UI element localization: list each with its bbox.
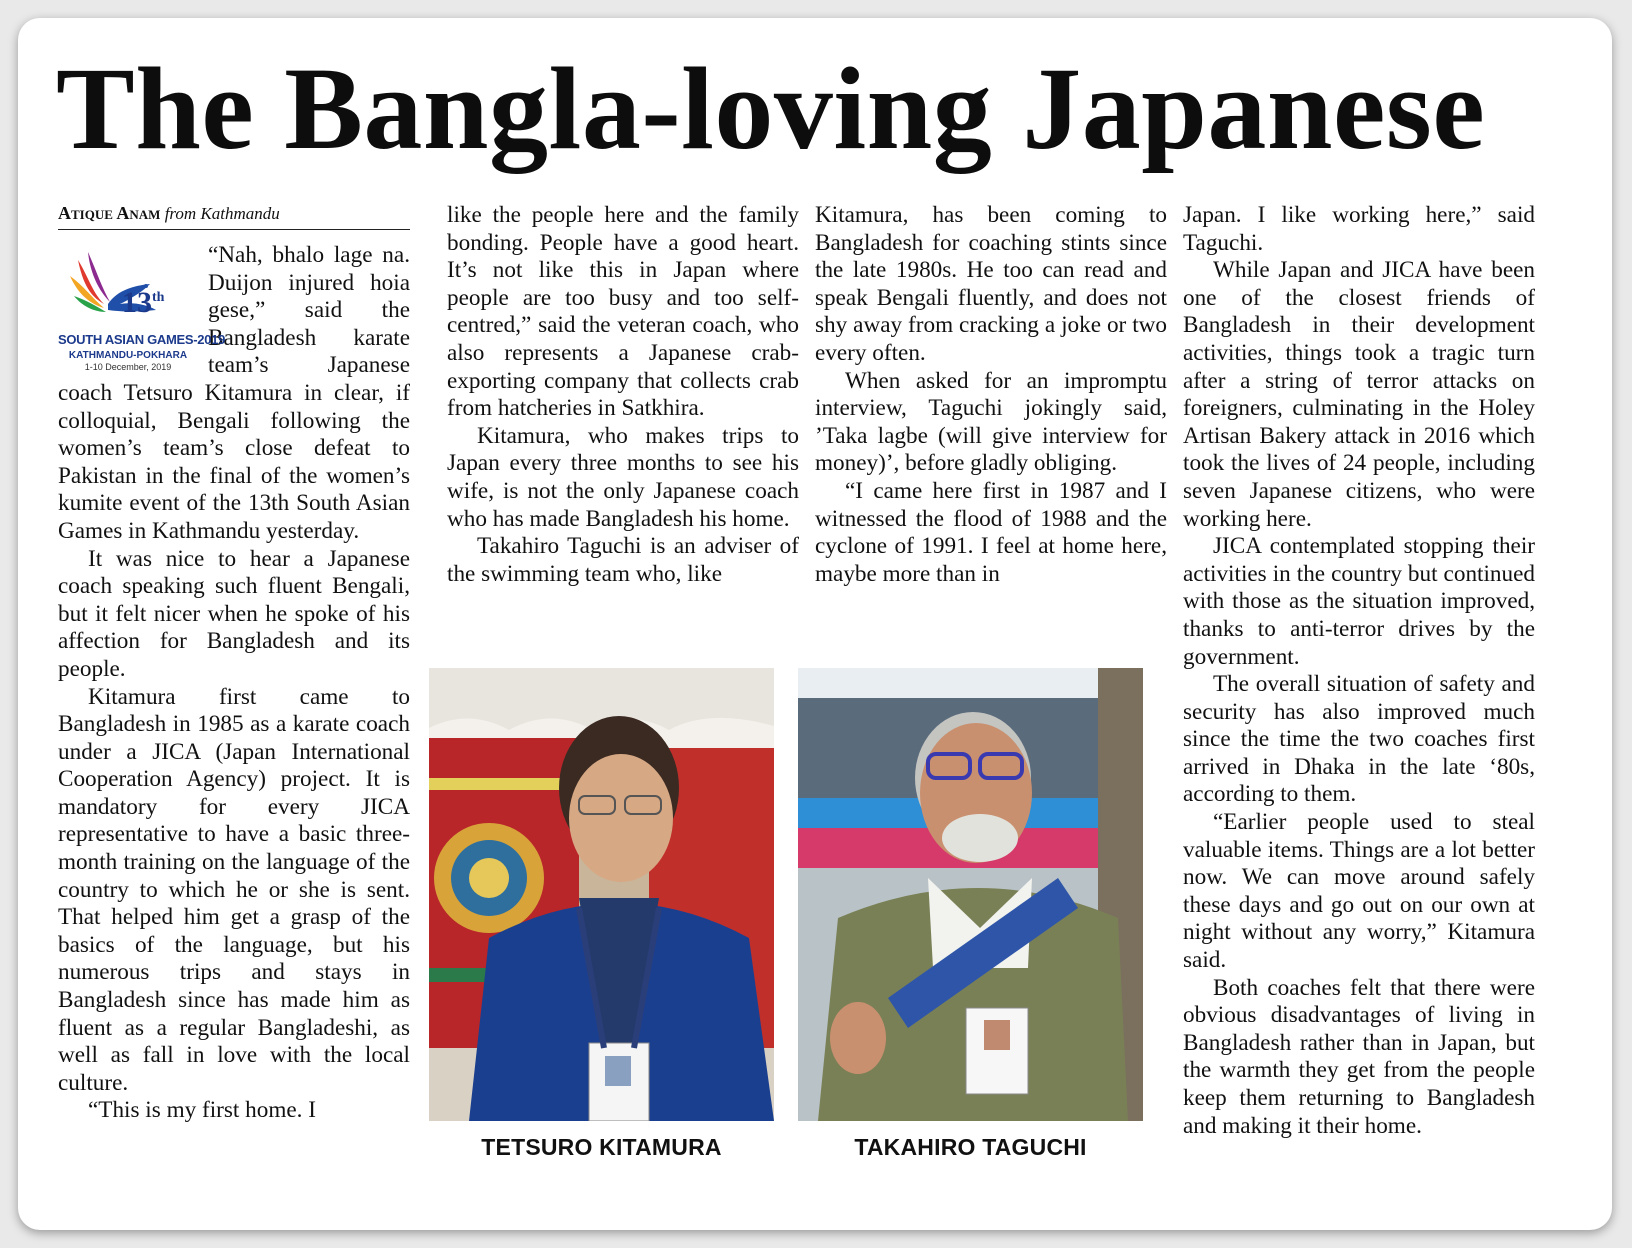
article-column-4	[1183, 202, 1535, 1140]
paragraph: Kitamura, who makes trips to Japan every three months to see his wife, is not the only Japanese coach who has made Bangladesh his home.	[447, 422, 799, 532]
paragraph: JICA contemplated stopping their activities in the country but continued with those as the situation improved, thanks to anti-terror drives by the government.	[1183, 533, 1535, 670]
photo-tetsuro-kitamura	[429, 668, 774, 1121]
photo-takahiro-taguchi	[798, 668, 1143, 1121]
logo-title: SOUTH ASIAN GAMES-2019	[58, 332, 226, 347]
south-asian-games-logo	[58, 246, 226, 374]
paragraph: Kitamura first came to Bangladesh in 1985 as a karate coach under a JICA (Japan International Cooperation Agency) project. It is mandatory for every JICA representative to have a basic three-month training on the language of the country to which he or she is sent. That helped him get a grasp of the basics of the language, but his numerous trips and stays in Bangladesh since has made him as fluent as a regular Bangladeshi, as well as fall in love with the local culture.	[58, 683, 410, 1096]
paragraph: “I came here first in 1987 and I witnessed the flood of 1988 and the cyclone of 1991. I feel at home here, maybe more than in	[815, 477, 1167, 587]
paragraph: Both coaches felt that there were obvious disadvantages of living in Bangladesh rather than in Japan, but the warmth they get from the people keep them returning to Bangladesh and making it their home.	[1183, 974, 1535, 1139]
byline-location: from Kathmandu	[164, 204, 280, 223]
article-column-1	[58, 202, 410, 1125]
newspaper-clipping	[18, 18, 1612, 1230]
paragraph: It was nice to hear a Japanese coach speaking such fluent Bengali, but it felt nicer when he spoke of his affection for Bangladesh and its people.	[58, 545, 410, 682]
paragraph: The overall situation of safety and security has also improved much since the time the two coaches first arrived in Dhaka in the late ‘80s, according to them.	[1183, 671, 1535, 808]
byline-author: Atique Anam	[58, 203, 161, 223]
logo-number: 13th	[122, 286, 165, 319]
paragraph: While Japan and JICA have been one of the closest friends of Bangladesh in their development activities, things took a tragic turn after a string of terror attacks on foreigners, culminating in the Holey Artisan Bakery attack in 2016 which took the lives of 24 people, including seven Japanese citizens, who were working here.	[1183, 257, 1535, 532]
paragraph: “Earlier people used to steal valuable items. Things are a lot better now. We can move around safely these days and go out on our own at night without any worry,” Kitamura said.	[1183, 809, 1535, 974]
paragraph: “This is my first home. I	[88, 1097, 316, 1124]
paragraph: Japan. I like working here,” said Taguchi.	[1183, 202, 1535, 256]
photo-caption: TETSURO KITAMURA	[481, 1134, 722, 1160]
paragraph: Kitamura, has been coming to Bangladesh for coaching stints since the late 1980s. He too can read and speak Bengali fluently, and does not shy away from cracking a joke or two every often.	[815, 202, 1167, 366]
byline	[58, 202, 410, 230]
paragraph: When asked for an impromptu interview, Taguchi jokingly said, ’Taka lagbe (will give interview for money)’, before gladly obliging.	[815, 367, 1167, 477]
paragraph: “Nah, bhalo lage na. Duijon injured hoia gese,” said the Bangladesh karate team’s Japanese coach Tetsuro Kitamura in clear, if colloquial, Bengali following the women’s team’s close defeat to Pakistan in the final of the women’s kumite event of the 13th South Asian Games in Kathmandu yesterday.	[58, 242, 410, 544]
logo-dates: 1-10 December, 2019	[84, 362, 172, 372]
article-column-3	[815, 202, 1167, 588]
paragraph: like the people here and the family bonding. People have a good heart. It’s not like this in Japan where people are too busy and too self-centred,” said the veteran coach, who also represents a Japanese crab-exporting company that collects crab from hatcheries in Satkhira.	[447, 202, 799, 422]
article-column-2	[447, 202, 799, 588]
headline: The Bangla-loving Japanese	[56, 43, 1486, 174]
photo-caption: TAKAHIRO TAGUCHI	[854, 1134, 1087, 1160]
logo-venue: KATHMANDU-POKHARA	[68, 350, 188, 361]
paragraph: Takahiro Taguchi is an adviser of the swimming team who, like	[447, 533, 799, 587]
